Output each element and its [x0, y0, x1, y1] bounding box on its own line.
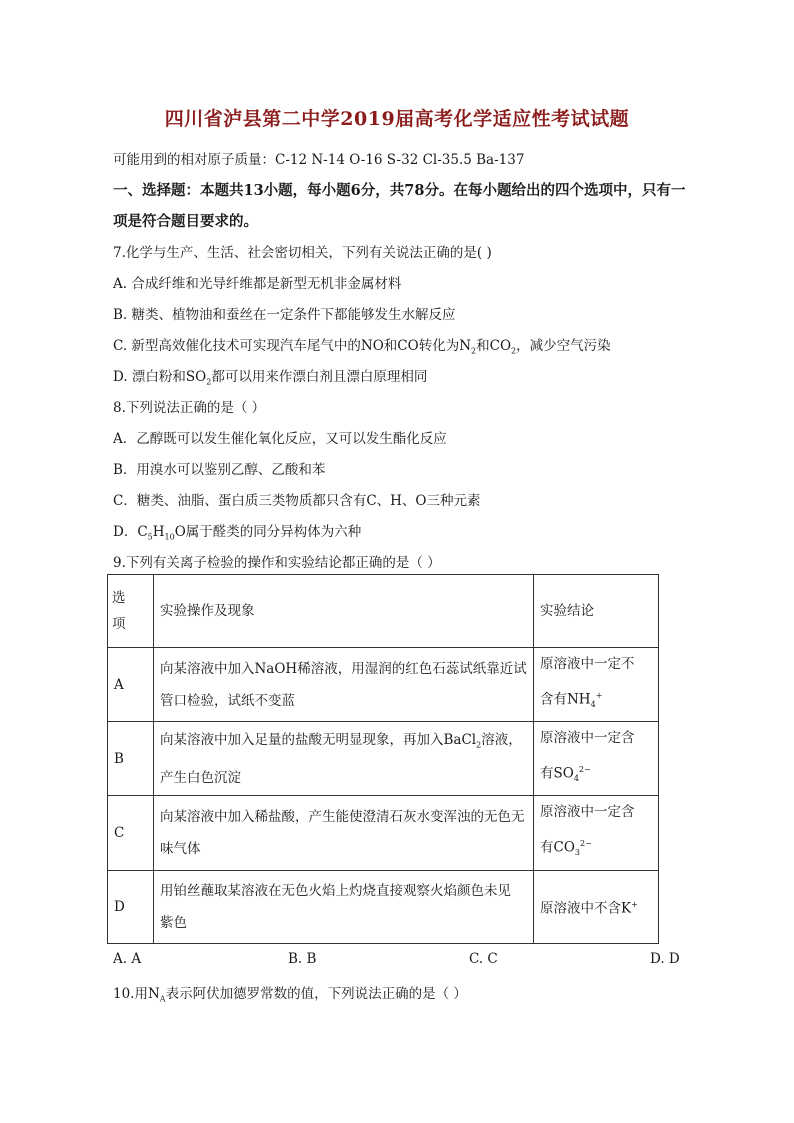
row-operation-line-2: 产生白色沉淀 — [160, 769, 241, 786]
q8-option-b: B．用溴水可以鉴别乙醇、乙酸和苯 — [113, 462, 326, 478]
row-conclusion-line-1: 原溶液中不含K+ — [540, 899, 638, 917]
row-operation — [154, 648, 534, 722]
q8-d-sub-2: 10 — [164, 532, 175, 542]
q10-text-2: 表示阿伏加德罗常数的值，下列说法正确的是（ ） — [165, 986, 467, 1002]
row-conclusion — [534, 648, 659, 722]
q8-option-a: A．乙醇既可以发生催化氧化反应，又可以发生酯化反应 — [113, 431, 447, 447]
row-operation-line-2: 管口检验，试纸不变蓝 — [160, 692, 295, 709]
row-operation-line-1: 向某溶液中加入NaOH稀溶液，用湿润的红色石蕊试纸靠近试 — [160, 660, 527, 677]
q10-stem — [113, 982, 467, 1004]
table-row — [108, 870, 659, 943]
row-conclusion — [534, 796, 659, 870]
row-option: D — [108, 870, 154, 943]
q7-d-text-1: D. 漂白粉和SO — [113, 369, 207, 385]
row-operation — [154, 722, 534, 796]
row-conclusion-line-2: 有$SO_4^{2-}$ — [540, 765, 591, 784]
header-operation: 实验操作及现象 — [154, 575, 534, 648]
q9-option-a: A. A — [113, 951, 142, 967]
row-operation-line-1: 用铂丝蘸取某溶液在无色火焰上灼烧直接观察火焰颜色未见 — [160, 882, 511, 899]
q8-d-text-1: D．C — [113, 524, 148, 540]
row-operation-line-1: 向某溶液中加入足量的盐酸无明显现象，再加入BaCl$_2$溶液， — [160, 731, 522, 750]
row-operation-line-2: 紫色 — [160, 914, 187, 931]
row-conclusion-line-2: 有$CO_3^{2-}$ — [540, 839, 592, 858]
page-title: 四川省泸县第二中学2019届高考化学适应性考试试题 — [164, 108, 630, 130]
row-conclusion-line-2: 含有$NH_4^+$ — [540, 691, 603, 710]
q7-option-b: B. 糖类、植物油和蚕丝在一定条件下都能够发生水解反应 — [113, 307, 456, 323]
q7-c-text-1: C. 新型高效催化技术可实现汽车尾气中的NO和CO转化为N — [113, 338, 472, 354]
row-conclusion — [534, 870, 659, 943]
q8-option-d — [113, 520, 361, 542]
q10-text-1: 10.用N — [113, 986, 160, 1002]
row-conclusion — [534, 722, 659, 796]
q9-option-d: D. D — [650, 951, 680, 967]
row-conclusion-line-1: 原溶液中一定不 — [540, 656, 635, 672]
q7-option-c — [113, 334, 611, 356]
row-conclusion-line-1: 原溶液中一定含 — [540, 804, 635, 821]
q7-stem: 7.化学与生产、生活、社会密切相关，下列有关说法正确的是( ) — [113, 245, 492, 261]
row-option: C — [108, 796, 154, 870]
atomic-mass-line: 可能用到的相对原子质量：C-12 N-14 O-16 S-32 Cl-35.5 Ba-137 — [113, 152, 525, 168]
q10-sub: A — [159, 994, 166, 1004]
q9-option-c: C. C — [469, 951, 498, 967]
row-operation-line-1: 向某溶液中加入稀盐酸，产生能使澄清石灰水变浑浊的无色无 — [160, 808, 525, 825]
q8-d-sub-1: 5 — [147, 532, 153, 542]
q9-stem: 9.下列有关离子检验的操作和实验结论都正确的是（ ） — [113, 555, 441, 571]
row-option: B — [108, 722, 154, 796]
q8-option-c: C．糖类、油脂、蛋白质三类物质都只含有C、H、O三种元素 — [113, 493, 481, 509]
row-conclusion-line-1: 原溶液中一定含 — [540, 730, 635, 747]
q8-d-text-3: O属于醛类的同分异构体为六种 — [174, 524, 362, 540]
q8-stem: 8.下列说法正确的是（ ） — [113, 400, 266, 416]
row-operation — [154, 796, 534, 870]
row-operation-line-2: 味气体 — [160, 840, 201, 857]
q9-table — [107, 574, 659, 944]
row-operation — [154, 870, 534, 943]
section-instructions-line-2: 项是符合题目要求的。 — [113, 213, 258, 230]
q7-d-sub: 2 — [206, 377, 212, 387]
header-conclusion: 实验结论 — [534, 575, 659, 648]
table-header-row — [108, 575, 659, 648]
table-row — [108, 648, 659, 722]
q7-c-text-3: ，减少空气污染 — [516, 338, 611, 354]
q8-d-text-2: H — [152, 524, 165, 540]
q7-option-d — [113, 365, 427, 387]
table-row — [108, 722, 659, 796]
header-option: 选 项 — [108, 575, 154, 648]
q7-c-text-2: 和CO — [476, 338, 512, 354]
q7-c-sub-2: 2 — [511, 346, 517, 356]
row-option: A — [108, 648, 154, 722]
q9-option-b: B. B — [288, 951, 317, 967]
q7-c-sub-1: 2 — [471, 346, 477, 356]
q7-d-text-2: 都可以用来作漂白剂且漂白原理相同 — [211, 369, 428, 385]
q7-option-a: A. 合成纤维和光导纤维都是新型无机非金属材料 — [113, 276, 402, 292]
section-instructions-line-1: 一、选择题：本题共13小题，每小题6分，共78分。在每小题给出的四个选项中，只有一 — [113, 182, 686, 199]
table-row — [108, 796, 659, 870]
